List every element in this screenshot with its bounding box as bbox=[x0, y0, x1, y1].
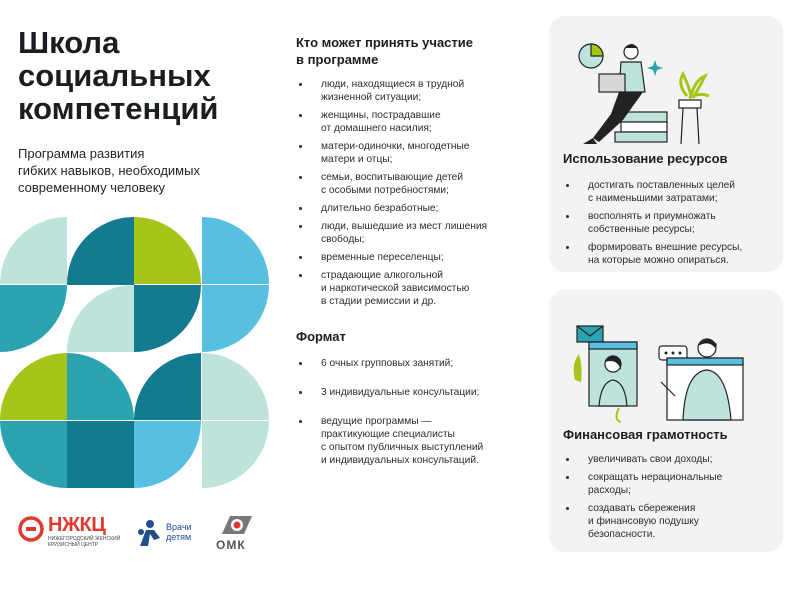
vrachi-detyam-logo bbox=[136, 516, 206, 552]
title-line: компетенций bbox=[18, 91, 219, 126]
mosaic-shape bbox=[202, 217, 269, 284]
item-line: создавать сбережения bbox=[588, 503, 696, 514]
item-line: страдающие алкогольной bbox=[321, 270, 443, 281]
item-line: с наименьшими затратами; bbox=[588, 193, 718, 204]
item-line: и финансовую подушку bbox=[588, 516, 699, 527]
list-item bbox=[296, 357, 526, 370]
list-item bbox=[563, 179, 775, 205]
mosaic-shape bbox=[202, 421, 269, 488]
partner-logos bbox=[18, 512, 278, 562]
item-line: свободы; bbox=[321, 234, 365, 245]
list-item bbox=[296, 251, 526, 264]
video-call-illustration bbox=[559, 300, 773, 424]
omk-name: ОМК bbox=[216, 538, 246, 552]
item-line: практикующие специалисты bbox=[321, 429, 455, 440]
item-line: с опытом публичных выступлений bbox=[321, 442, 484, 453]
list-item bbox=[296, 140, 526, 166]
item-line: временные переселенцы; bbox=[321, 252, 444, 263]
subtitle-line: современному человеку bbox=[18, 180, 166, 195]
list-item bbox=[563, 502, 775, 541]
vrachi-line: Врачи bbox=[166, 522, 192, 532]
format-list bbox=[296, 357, 526, 467]
list-item bbox=[563, 453, 775, 466]
mosaic-shape bbox=[67, 217, 134, 285]
nzhkc-mark-icon bbox=[18, 516, 44, 542]
participants-list bbox=[296, 78, 526, 308]
item-line: собственные ресурсы; bbox=[588, 224, 695, 235]
nzhkc-name: НЖКЦ bbox=[48, 514, 106, 536]
mosaic-shape bbox=[202, 353, 269, 420]
list-item bbox=[563, 210, 775, 236]
item-line: длительно безработные; bbox=[321, 203, 439, 214]
list-item bbox=[296, 386, 526, 399]
format-section bbox=[296, 328, 526, 483]
omk-mark-icon bbox=[218, 512, 256, 538]
participants-section bbox=[296, 34, 526, 313]
list-item bbox=[563, 471, 775, 497]
item-line: восполнять и приумножать bbox=[588, 211, 716, 222]
vrachi-detyam-name bbox=[166, 522, 192, 542]
item-line: жизненной ситуации; bbox=[321, 92, 422, 103]
item-line: 6 очных групповых занятий; bbox=[321, 358, 454, 369]
resources-card bbox=[549, 16, 783, 272]
plant-icon bbox=[681, 74, 709, 98]
title-line: в программе bbox=[296, 52, 379, 67]
item-line: люди, вышедшие из мест лишения bbox=[321, 221, 488, 232]
list-item bbox=[296, 171, 526, 197]
item-line: на которые можно опираться. bbox=[588, 255, 729, 266]
doctor-child-icon bbox=[136, 518, 162, 548]
title-line: социальных bbox=[18, 58, 211, 93]
item-line: и индивидуальных консультаций. bbox=[321, 455, 479, 466]
item-line: формировать внешние ресурсы, bbox=[588, 242, 743, 253]
title-line: Кто может принять участие bbox=[296, 35, 473, 50]
subtitle-line: Программа развития bbox=[18, 146, 145, 161]
item-line: достигать поставленных целей bbox=[588, 180, 735, 191]
item-line: 3 индивидуальные консультации; bbox=[321, 387, 480, 398]
decorative-mosaic bbox=[0, 217, 270, 489]
vrachi-line: детям bbox=[166, 532, 192, 542]
item-line: с особыми потребностями; bbox=[321, 185, 449, 196]
list-item bbox=[563, 241, 775, 267]
format-title: Формат bbox=[296, 329, 346, 344]
mosaic-shape bbox=[134, 217, 201, 284]
resources-list bbox=[563, 179, 775, 272]
list-item bbox=[296, 109, 526, 135]
item-line: в стадии ремиссии и др. bbox=[321, 296, 437, 307]
mosaic-shape bbox=[134, 421, 201, 488]
item-line: семьи, воспитывающие детей bbox=[321, 172, 464, 183]
subtitle-line: гибких навыков, необходимых bbox=[18, 163, 200, 178]
nzhkc-subname: НИЖЕГОРОДСКИЙ ЖЕНСКИЙ КРИЗИСНЫЙ ЦЕНТР bbox=[48, 536, 121, 548]
mosaic-shape bbox=[0, 421, 67, 488]
item-line: от домашнего насилия; bbox=[321, 123, 432, 134]
mosaic-shape bbox=[0, 353, 67, 420]
item-line: увеличивать свои доходы; bbox=[588, 454, 713, 465]
mosaic-shape bbox=[0, 285, 67, 352]
item-line: безопасности. bbox=[588, 529, 656, 540]
mosaic-shape bbox=[67, 353, 134, 420]
mosaic-shape bbox=[67, 285, 134, 352]
title-line: Школа bbox=[18, 25, 120, 60]
mosaic-shape bbox=[202, 285, 269, 352]
mosaic-shape bbox=[67, 421, 134, 488]
participants-title bbox=[296, 34, 526, 68]
finance-card bbox=[549, 290, 783, 552]
item-line: матери-одиночки, многодетные bbox=[321, 141, 470, 152]
finance-list bbox=[563, 453, 775, 546]
finance-title: Финансовая грамотность bbox=[563, 427, 728, 442]
nzhkc-logo bbox=[18, 512, 130, 552]
list-item bbox=[296, 202, 526, 215]
item-line: ведущие программы — bbox=[321, 416, 432, 427]
mosaic-shape bbox=[134, 353, 201, 420]
resources-title: Использование ресурсов bbox=[563, 151, 728, 166]
mosaic-shape bbox=[134, 285, 201, 352]
list-item bbox=[296, 415, 526, 467]
item-line: и наркотической зависимостью bbox=[321, 283, 470, 294]
item-line: сокращать нерациональные bbox=[588, 472, 723, 483]
list-item bbox=[296, 220, 526, 246]
page-subtitle bbox=[18, 145, 258, 196]
item-line: расходы; bbox=[588, 485, 631, 496]
sparkle-icon bbox=[647, 60, 663, 76]
list-item bbox=[296, 78, 526, 104]
person-with-laptop-illustration bbox=[559, 26, 773, 150]
page-title bbox=[18, 26, 268, 125]
item-line: женщины, пострадавшие bbox=[321, 110, 441, 121]
item-line: матери и отцы; bbox=[321, 154, 393, 165]
omk-logo bbox=[214, 512, 260, 558]
mosaic-shape bbox=[0, 217, 67, 284]
list-item bbox=[296, 269, 526, 308]
item-line: люди, находящиеся в трудной bbox=[321, 79, 465, 90]
